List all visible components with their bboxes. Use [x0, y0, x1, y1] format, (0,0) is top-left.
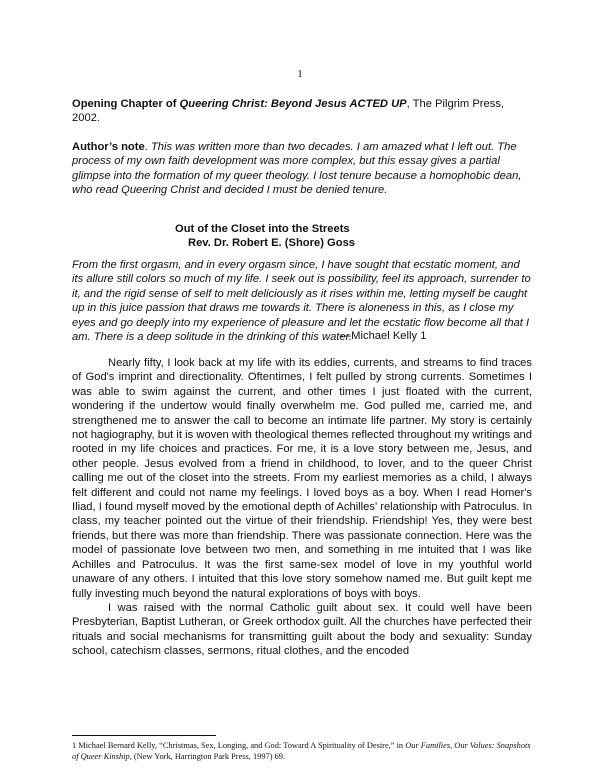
footnote-lead: 1 Michael Bernard Kelly, “Christmas, Sex, Longing, and God: Toward A Spirituality of Desire,” in	[72, 741, 406, 750]
essay-body	[72, 356, 532, 659]
author-note	[72, 140, 532, 198]
author-note-text: This was written more than two decades. I am amazed what I left out. The process of my own faith development was more complex, but this essay gives a partial glimpse into the formation of my queer theology. I lost tenure because a homophobic dean, who read Queering Christ and decided I must be denied tenure.	[72, 141, 522, 197]
essay-title	[72, 222, 532, 251]
epigraph-attribution: ---Michael Kelly 1	[340, 330, 427, 342]
footnote-rest: , (New York, Harrington Park Press, 1997) 69.	[129, 752, 286, 761]
opening-line	[72, 97, 532, 126]
footnote-source: Our Families, Our Values: Snapshots of Queer Kinship	[72, 741, 531, 761]
author-note-label: Author’s note	[72, 141, 145, 153]
footnote-divider	[72, 735, 216, 736]
publisher-info: , The Pilgrim Press, 2002.	[72, 98, 505, 125]
book-title: Queering Christ: Beyond Jesus ACTED UP	[179, 98, 407, 110]
author-note-separator: .	[144, 141, 151, 153]
page-number: 1	[297, 68, 303, 80]
body-paragraph: I was raised with the normal Catholic guilt about sex. It could well have been Presbyterian, Baptist Lutheran, or Greek orthodox guilt. All the churches have perfected their rituals and social mechanisms for transmitting guilt about the body and sexuality: Sunday school, catechism classes, sermons, ritual clothes, and the encoded	[72, 601, 532, 658]
epigraph: From the first orgasm, and in every orgasm since, I have sought that ecstatic moment, and its allure still colors so much of my life. I seek out is possibility, feel its approach, surrender to it, and the rigid sense of self to melt deliciously as it rises within me, letting myself be caught up in this juice passion that draws me towards it. There is aloneness in this, as I close my eyes and go deeply into my experience of pleasure and let the ecstatic flow become all that I am. There is a deep solitude in the drinking of this water.	[72, 259, 531, 344]
footnote	[72, 740, 532, 762]
essay-title-line: Out of the Closet into the Streets	[175, 223, 350, 235]
body-paragraph: Nearly fifty, I look back at my life with its eddies, currents, and streams to find traces of God's imprint and directionality. Oftentimes, I felt pulled by strong currents. Sometimes I was able to swim against the current, and other times I just floated with the current, wondering if the undertow would finally overwhelm me. God pulled me, carried me, and strengthened me to answer the call to become an intimate life partner. My story is certainly not hagiography, but it is woven with theological themes reflected throughout my writings and rooted in my life choices and practices. For me, it is a love story between me, Jesus, and other people. Jesus evolved from a friend in childhood, to lover, and to the queer Christ calling me out of the closet into the streets. From my earliest memories as a child, I always felt different and could not name my feelings. I loved boys as a boy. When I read Homer's Iliad, I found myself moved by the emotional depth of Achilles' relationship with Patroculus. In class, my teacher pointed out the virtue of their friendship. Friendship! Yes, they were best friends, but there was more than friendship. There was passionate connection. Here was the model of passionate love between two men, and something in me intuited that I was like Achilles and Patroculus. It was the first same-sex model of love in my youthful world unaware of any others. I intuited that this love story somehow named me. But guilt kept me fully investing much beyond the natural explorations of boys with boys.	[72, 357, 532, 600]
opening-lead: Opening Chapter of	[72, 98, 180, 110]
essay-author-line: Rev. Dr. Robert E. (Shore) Goss	[188, 237, 356, 250]
